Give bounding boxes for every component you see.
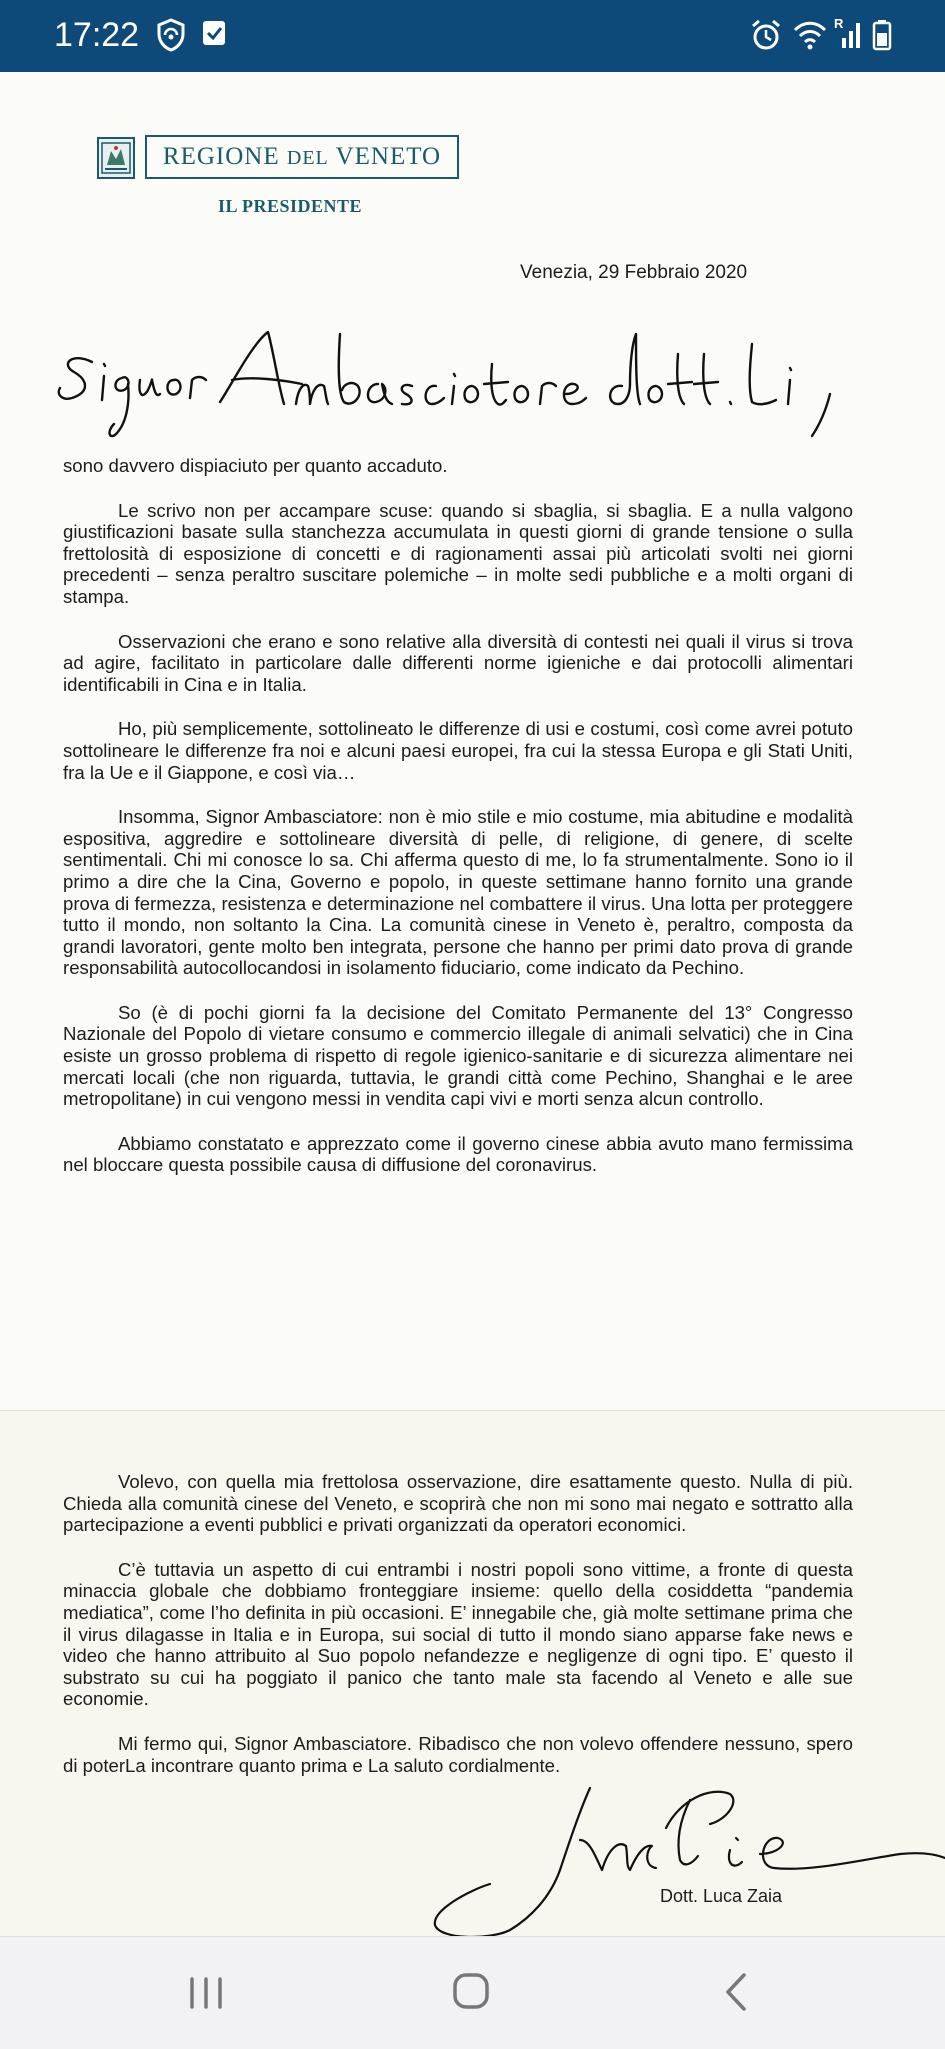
letter-paragraph: C’è tuttavia un aspetto di cui entrambi i nostri popoli sono vittime, a fronte di questa minaccia globale che dobbiamo fronteggiare insieme: quello della cosiddetta “pandemia mediatica”, come l’ho definita in più occasioni. E’ innegabile che, già molte settimane prima che il virus dilagasse in Italia e in Europa, sui social di tutto il mondo siano apparse fake news e video che hanno attribuito al Suo popolo nefandezze e negligenze di ogni tipo. E’ questo il substrato su cui ha poggiato il panico che tanto male sta facendo al Veneto e alle sue economie. xyxy=(63,1558,853,1710)
home-button[interactable] xyxy=(441,1967,501,2017)
recent-apps-button[interactable] xyxy=(176,1967,236,2017)
letter-paragraph: Osservazioni che erano e sono relative alla diversità di contesti nei quali il virus si trova ad agire, facilitato in particolare dalle differenti norme igieniche e dai protocolli alimentari identificabili in Cina e in Italia. xyxy=(63,630,853,695)
handwritten-salutation xyxy=(52,324,852,474)
letterhead-logo xyxy=(97,135,461,181)
letterhead-organization: REGIONE DEL VENETO xyxy=(145,135,459,179)
letterhead-subtitle: IL PRESIDENTE xyxy=(218,196,363,216)
status-time: 17:22 xyxy=(54,16,140,54)
letter-page-1 xyxy=(0,72,945,1410)
letter-paragraph: Mi fermo qui, Signor Ambasciatore. Ribadisco che non volevo offendere nessuno, spero di poterLa incontrare quanto prima e La saluto cordialmente. xyxy=(63,1732,853,1776)
letter-body-page-1 xyxy=(63,455,853,1199)
letter-paragraph: Abbiamo constatato e apprezzato come il governo cinese abbia avuto mano fermissima nel bloccare questa possibile causa di diffusione del coronavirus. xyxy=(63,1132,853,1176)
battery-icon xyxy=(872,18,892,57)
letter-body-page-2 xyxy=(63,1471,853,1799)
navigation-bar xyxy=(0,1936,945,2049)
letter-date: Venezia, 29 Febbraio 2020 xyxy=(520,262,748,283)
signal-label: R xyxy=(834,16,844,31)
letter-paragraph: Ho, più semplicemente, sottolineato le differenze di usi e costumi, così come avrei potuto sottolineare le differenze fra noi e alcuni paesi europei, fra cui la stessa Europa e gli Stati Uniti, fra la Ue e il Giappone, e così via… xyxy=(63,718,853,783)
handwritten-signature xyxy=(430,1780,945,1940)
back-button[interactable] xyxy=(706,1967,766,2017)
checkbox-notification-icon xyxy=(200,18,228,55)
letter-paragraph: Insomma, Signor Ambasciatore: non è mio stile e mio costume, mia abitudine e modalità espositiva, aggredire e sottolineare diversità di pelle, di religione, di genere, di scelte sentimentali. Chi mi conosce lo sa. Chi afferma questo di me, lo fa strumentalmente. Sono io il primo a dire che la Cina, Governo e popolo, in queste settimane hanno fornito una grande prova di fermezza, resistenza e determinazione nel combattere il virus. Una lotta per proteggere tutto il mondo, non soltanto la Cina. La comunità cinese in Veneto è, peraltro, composta da grandi lavoratori, gente molto ben integrata, persone che hanno per primi dato prova di grande responsabilità autocollocandosi in isolamento fiduciario, come indicato da Pechino. xyxy=(63,806,853,979)
shield-notification-icon xyxy=(156,18,186,57)
status-bar xyxy=(0,0,945,72)
alarm-icon xyxy=(750,18,782,57)
letter-paragraph: Le scrivo non per accampare scuse: quando si sbaglia, si sbaglia. E a nulla valgono giustificazioni basate sulla stanchezza accumulata in questi giorni di grande tensione o sulla frettolosità di esposizione di concetti e di ragionamenti assai più articolati svolti nei giorni precedenti – senza peraltro suscitare polemiche – in molte sedi pubbliche e a molti organi di stampa. xyxy=(63,499,853,607)
regione-veneto-crest-icon xyxy=(97,137,135,179)
letter-paragraph: So (è di pochi giorni fa la decisione del Comitato Permanente del 13° Congresso Nazionale del Popolo di vietare consumo e commercio illegale di animali selvatici) che in Cina esiste un grosso problema di rispetto di regole igienico-sanitarie e di sicurezza alimentare nei mercati locali (che non riguarda, tuttavia, le grandi città come Pechino, Shanghai e le aree metropolitane) in cui vengono messi in vendita capi vivi e morti senza alcun controllo. xyxy=(63,1001,853,1110)
letter-paragraph: sono davvero dispiaciuto per quanto accaduto. xyxy=(63,455,448,476)
signatory-name: Dott. Luca Zaia xyxy=(660,1886,783,1906)
letter-paragraph: Volevo, con quella mia frettolosa osservazione, dire esattamente questo. Nulla di più. Chieda alla comunità cinese del Veneto, e scoprirà che non mi sono mai negato e sottratto alla partecipazione a eventi pubblici e privati organizzati da operatori economici. xyxy=(63,1471,853,1536)
wifi-icon xyxy=(792,18,828,57)
